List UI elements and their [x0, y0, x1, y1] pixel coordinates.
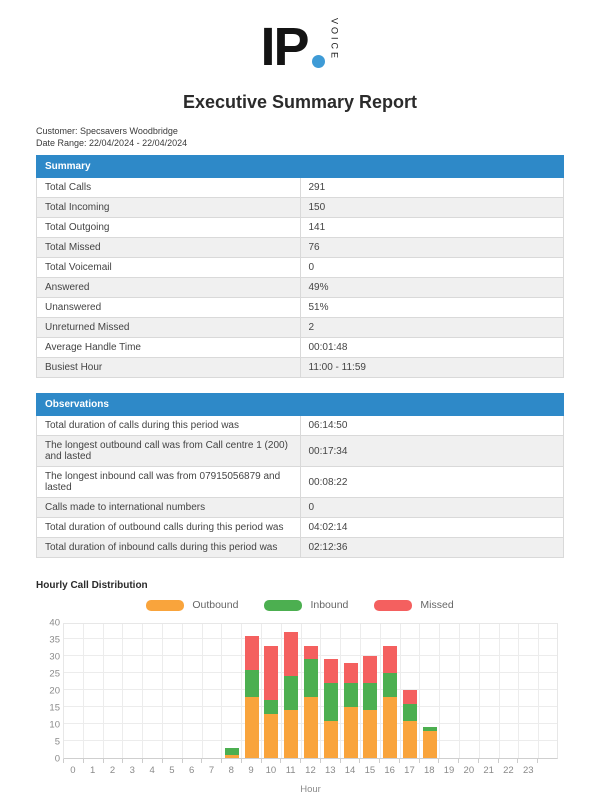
row-label: Busiest Hour — [37, 358, 301, 378]
missed-segment — [403, 690, 417, 704]
outbound-segment — [363, 710, 377, 758]
row-label: Calls made to international numbers — [37, 498, 301, 518]
ip-voice-logo — [260, 16, 339, 78]
row-value: 51% — [300, 298, 564, 318]
row-value: 49% — [300, 278, 564, 298]
row-label: Total Missed — [37, 238, 301, 258]
x-tick — [242, 759, 262, 763]
bar-column-hour-9 — [242, 624, 262, 758]
y-axis-tick-label: 15 — [49, 702, 60, 714]
chart-bars — [64, 624, 539, 758]
missed-segment — [383, 646, 397, 673]
inbound-segment — [363, 683, 377, 710]
legend-label: Inbound — [310, 599, 349, 611]
missed-segment — [304, 646, 318, 660]
y-axis-tick-label: 35 — [49, 634, 60, 646]
bar-column-hour-12 — [302, 624, 322, 758]
y-axis-tick-label: 40 — [49, 617, 60, 629]
table-row — [37, 518, 564, 538]
bar-column-hour-6 — [183, 624, 203, 758]
chart-plot-area — [63, 623, 558, 759]
x-axis-tick-label: 18 — [423, 765, 435, 776]
x-tick — [143, 759, 163, 763]
row-value: 00:01:48 — [300, 338, 564, 358]
x-axis-tick-label: 10 — [265, 765, 277, 776]
x-axis-tick-label: 22 — [503, 765, 514, 776]
x-axis-tick-label: 11 — [285, 765, 296, 776]
x-axis-tick-label: 5 — [169, 765, 175, 776]
row-value: 76 — [300, 238, 564, 258]
row-label: The longest inbound call was from 07915056879 and lasted — [37, 467, 301, 498]
row-value: 291 — [300, 178, 564, 198]
x-tick — [183, 759, 203, 763]
stacked-bar — [403, 690, 417, 758]
x-axis-tick-label: 16 — [384, 765, 395, 776]
outbound-segment — [264, 714, 278, 758]
x-tick — [459, 759, 479, 763]
row-value: 150 — [300, 198, 564, 218]
report-meta — [36, 126, 564, 149]
x-tick — [518, 759, 538, 763]
x-tick — [420, 759, 440, 763]
bar-column-hour-14 — [341, 624, 361, 758]
logo — [36, 16, 564, 88]
row-label: The longest outbound call was from Call centre 1 (200) and lasted — [37, 436, 301, 467]
bar-column-hour-13 — [321, 624, 341, 758]
row-value: 0 — [300, 258, 564, 278]
x-tick — [341, 759, 361, 763]
outbound-segment — [423, 731, 437, 758]
chart-title: Hourly Call Distribution — [36, 580, 148, 591]
row-value: 00:08:22 — [300, 467, 564, 498]
bar-column-hour-15 — [361, 624, 381, 758]
row-value: 11:00 - 11:59 — [300, 358, 564, 378]
stacked-bar — [284, 632, 298, 758]
x-axis-tick-label: 7 — [208, 765, 215, 776]
outbound-segment — [403, 721, 417, 758]
bar-column-hour-18 — [420, 624, 440, 758]
row-value: 04:02:14 — [300, 518, 564, 538]
chart-legend — [36, 599, 564, 611]
bar-column-hour-19 — [440, 624, 460, 758]
bar-column-hour-7 — [203, 624, 223, 758]
table-row — [37, 178, 564, 198]
row-value: 06:14:50 — [300, 416, 564, 436]
stacked-bar — [245, 636, 259, 758]
legend-item-outbound — [146, 599, 238, 611]
inbound-segment — [284, 676, 298, 710]
bar-column-hour-5 — [163, 624, 183, 758]
row-value: 0 — [300, 498, 564, 518]
row-label: Total duration of inbound calls during this period was — [37, 538, 301, 558]
stacked-bar — [225, 748, 239, 758]
x-axis-tick-label: 6 — [189, 765, 195, 776]
bar-column-hour-11 — [282, 624, 302, 758]
y-axis-tick-label: 5 — [54, 736, 60, 748]
bar-column-hour-2 — [104, 624, 124, 758]
row-value: 02:12:36 — [300, 538, 564, 558]
inbound-segment — [383, 673, 397, 697]
outbound-segment — [324, 721, 338, 758]
inbound-segment — [264, 700, 278, 714]
x-tick — [222, 759, 242, 763]
chart-y-axis — [36, 617, 60, 765]
row-label: Unanswered — [37, 298, 301, 318]
bar-column-hour-1 — [84, 624, 104, 758]
x-axis-tick-label: 20 — [463, 765, 475, 776]
date-range-line: Date Range: 22/04/2024 - 22/04/2024 — [36, 137, 188, 148]
table-row — [37, 318, 564, 338]
table-row — [37, 218, 564, 238]
row-label: Total duration of outbound calls during this period was — [37, 518, 301, 538]
x-tick — [321, 759, 341, 763]
x-tick — [439, 759, 459, 763]
x-tick — [123, 759, 143, 763]
x-tick — [479, 759, 499, 763]
row-value: 00:17:34 — [300, 436, 564, 467]
x-tick — [360, 759, 380, 763]
stacked-bar — [324, 659, 338, 758]
x-tick — [104, 759, 124, 763]
outbound-segment — [383, 697, 397, 758]
outbound-swatch-icon — [146, 600, 184, 611]
bar-column-hour-23 — [519, 624, 539, 758]
x-axis-tick-label: 19 — [443, 765, 455, 776]
y-axis-tick-label: 20 — [49, 685, 60, 697]
stacked-bar — [423, 727, 437, 758]
table-row — [37, 238, 564, 258]
inbound-segment — [304, 659, 318, 696]
x-tick — [400, 759, 420, 763]
x-axis-tick-label: 21 — [483, 765, 494, 776]
y-axis-tick-label: 0 — [54, 753, 60, 765]
table-row — [37, 538, 564, 558]
logo-ip-letters: IP — [260, 17, 308, 77]
x-axis-tick-label: 17 — [404, 765, 415, 776]
stacked-bar — [304, 646, 318, 758]
x-axis-tick-label: 8 — [228, 765, 234, 776]
table-row — [37, 416, 564, 436]
x-axis-tick-label: 3 — [129, 765, 135, 776]
x-tick — [64, 759, 84, 763]
stacked-bar — [363, 656, 377, 758]
x-axis-tick-label: 1 — [90, 765, 96, 776]
observations-table-header: Observations — [37, 394, 564, 416]
inbound-segment — [344, 683, 358, 707]
missed-swatch-icon — [374, 600, 412, 611]
x-axis-tick-label: 12 — [305, 765, 316, 776]
row-label: Total Outgoing — [37, 218, 301, 238]
bar-column-hour-21 — [480, 624, 500, 758]
logo-dot-icon — [312, 55, 325, 68]
page-title: Executive Summary Report — [182, 92, 418, 112]
x-axis-tick-label: 15 — [364, 765, 376, 776]
x-axis-tick-label: 13 — [324, 765, 336, 776]
chart-x-labels — [63, 765, 538, 776]
legend-item-inbound — [264, 599, 348, 611]
missed-segment — [264, 646, 278, 700]
x-axis-tick-label: 0 — [70, 765, 76, 776]
y-axis-tick-label: 10 — [49, 719, 60, 731]
outbound-segment — [304, 697, 318, 758]
stacked-bar — [383, 646, 397, 758]
outbound-segment — [225, 755, 239, 758]
row-value: 2 — [300, 318, 564, 338]
table-row — [37, 278, 564, 298]
stacked-bar — [344, 663, 358, 758]
missed-segment — [344, 663, 358, 683]
table-row — [37, 198, 564, 218]
x-tick — [499, 759, 519, 763]
outbound-segment — [245, 697, 259, 758]
y-axis-tick-label: 25 — [49, 668, 60, 680]
row-label: Total Voicemail — [37, 258, 301, 278]
missed-segment — [324, 659, 338, 683]
legend-label: Outbound — [192, 599, 239, 611]
table-row — [37, 258, 564, 278]
inbound-segment — [403, 704, 417, 721]
missed-segment — [363, 656, 377, 683]
row-label: Total Incoming — [37, 198, 301, 218]
table-row — [37, 358, 564, 378]
y-axis-tick-label: 30 — [49, 651, 60, 663]
table-row — [37, 436, 564, 467]
bar-column-hour-10 — [262, 624, 282, 758]
inbound-segment — [324, 683, 338, 720]
table-row — [37, 298, 564, 318]
x-axis-tick-label: 4 — [149, 765, 155, 776]
logo-voice-vertical-text: VOICE — [329, 18, 340, 62]
row-label: Total Calls — [37, 178, 301, 198]
row-label: Answered — [37, 278, 301, 298]
inbound-segment — [225, 748, 239, 755]
x-tick — [281, 759, 301, 763]
inbound-swatch-icon — [264, 600, 302, 611]
chart-x-ticks — [63, 759, 538, 763]
table-row — [37, 338, 564, 358]
x-axis-tick-label: 23 — [522, 765, 534, 776]
legend-item-missed — [374, 599, 453, 611]
outbound-segment — [344, 707, 358, 758]
missed-segment — [284, 632, 298, 676]
customer-line: Customer: Specsavers Woodbridge — [36, 126, 178, 136]
x-tick — [84, 759, 104, 763]
x-tick — [163, 759, 183, 763]
outbound-segment — [284, 710, 298, 758]
missed-segment — [245, 636, 259, 670]
stacked-bar — [264, 646, 278, 758]
x-tick — [262, 759, 282, 763]
row-label: Total duration of calls during this period was — [37, 416, 301, 436]
x-tick — [380, 759, 400, 763]
row-label: Average Handle Time — [37, 338, 301, 358]
bar-column-hour-3 — [123, 624, 143, 758]
table-row — [37, 467, 564, 498]
summary-table-header: Summary — [37, 156, 564, 178]
bar-column-hour-4 — [143, 624, 163, 758]
x-axis-tick-label: 9 — [248, 765, 254, 776]
table-row — [37, 498, 564, 518]
x-tick — [202, 759, 222, 763]
bar-column-hour-16 — [381, 624, 401, 758]
bar-column-hour-8 — [222, 624, 242, 758]
summary-table — [36, 155, 564, 378]
bar-column-hour-20 — [460, 624, 480, 758]
hourly-call-chart — [36, 617, 564, 765]
x-tick — [301, 759, 321, 763]
chart-x-axis-title: Hour — [300, 784, 321, 795]
bar-column-hour-22 — [500, 624, 520, 758]
logo-ip-text — [260, 16, 324, 78]
row-label: Unreturned Missed — [37, 318, 301, 338]
legend-label: Missed — [420, 599, 454, 611]
x-axis-tick-label: 2 — [109, 765, 116, 776]
bar-column-hour-17 — [401, 624, 421, 758]
x-axis-tick-label: 14 — [344, 765, 356, 776]
inbound-segment — [245, 670, 259, 697]
observations-table — [36, 393, 564, 558]
bar-column-hour-0 — [64, 624, 84, 758]
row-value: 141 — [300, 218, 564, 238]
